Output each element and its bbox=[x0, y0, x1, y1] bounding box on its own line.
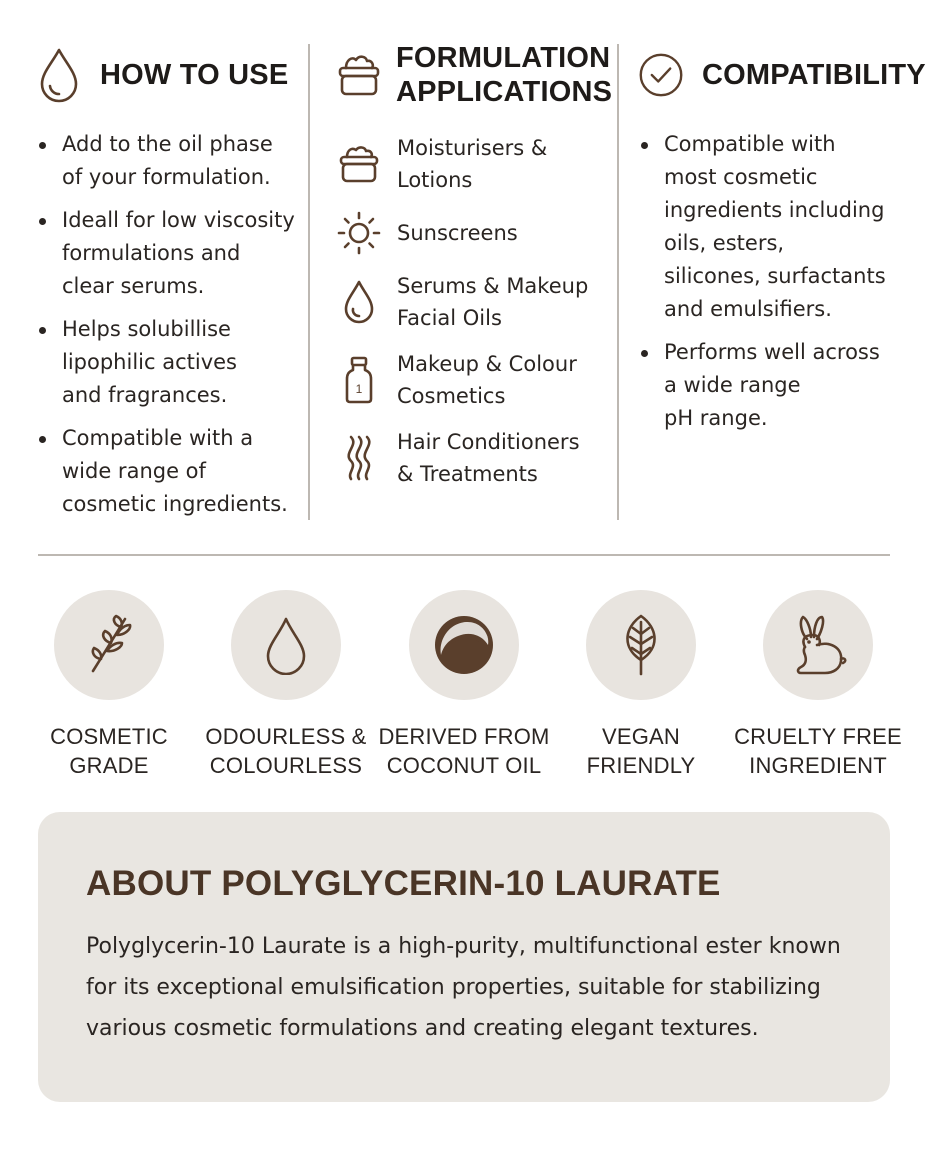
list-item: Helps solubillise lipophilic actives and fragrances. bbox=[36, 313, 298, 412]
formulation-applications-title: FORMULATION APPLICATIONS bbox=[396, 42, 613, 108]
badge-cruelty-free: CRUELTY FREE INGREDIENT bbox=[728, 590, 908, 780]
rabbit-icon bbox=[787, 613, 849, 677]
list-item: Ideall for low viscosity formulations and clear serums. bbox=[36, 204, 298, 303]
how-to-use-title: HOW TO USE bbox=[100, 59, 289, 91]
badge-cosmetic-grade: COSMETIC GRADE bbox=[19, 590, 199, 780]
hair-icon bbox=[336, 433, 382, 483]
oil-drop-icon bbox=[336, 279, 382, 325]
list-item: Performs well across a wide range pH range. bbox=[638, 336, 908, 435]
leaf-icon bbox=[616, 612, 666, 678]
how-to-use-list bbox=[36, 128, 298, 521]
sun-icon bbox=[336, 210, 382, 256]
svg-text:1: 1 bbox=[355, 382, 363, 396]
applications-list bbox=[336, 132, 598, 490]
application-serums: Serums & Makeup Facial Oils bbox=[336, 270, 598, 334]
about-description: Polyglycerin-10 Laurate is a high-purity, multifunctional ester known for its exceptional emulsification properties, suitable for stabilizing various cosmetic formulations and creating elegant textures. bbox=[86, 934, 841, 1041]
water-drop-icon bbox=[36, 47, 82, 103]
application-hair: Hair Conditioners & Treatments bbox=[336, 426, 598, 490]
application-makeup: 1 Makeup & Colour Cosmetics bbox=[336, 348, 598, 412]
drop-icon bbox=[263, 615, 309, 675]
how-to-use-section bbox=[36, 40, 298, 531]
cream-jar-icon bbox=[336, 47, 382, 103]
list-item: Compatible with a wide range of cosmetic ingredients. bbox=[36, 422, 298, 521]
leaf-branch-icon bbox=[81, 613, 137, 677]
section-divider bbox=[38, 554, 890, 556]
compatibility-list bbox=[638, 128, 908, 435]
bottle-icon bbox=[336, 355, 382, 405]
feature-badges bbox=[0, 590, 928, 780]
list-item: Add to the oil phase of your formulation. bbox=[36, 128, 298, 194]
cream-jar-icon bbox=[336, 143, 382, 185]
badge-odourless: ODOURLESS & COLOURLESS bbox=[196, 590, 376, 780]
about-title: ABOUT POLYGLYCERIN-10 LAURATE bbox=[86, 864, 721, 903]
badge-vegan: VEGAN FRIENDLY bbox=[551, 590, 731, 780]
coconut-icon bbox=[432, 613, 496, 677]
application-sunscreens: Sunscreens bbox=[336, 210, 598, 256]
compatibility-header bbox=[638, 40, 926, 110]
column-divider bbox=[617, 44, 619, 520]
formulation-applications-section bbox=[336, 40, 613, 504]
compatibility-title: COMPATIBILITY bbox=[702, 59, 926, 91]
column-divider bbox=[308, 44, 310, 520]
check-circle-icon bbox=[638, 47, 684, 103]
application-moisturisers: Moisturisers & Lotions bbox=[336, 132, 598, 196]
how-to-use-header bbox=[36, 40, 298, 110]
list-item: Compatible with most cosmetic ingredients including oils, esters, silicones, surfactants and emulsifiers. bbox=[638, 128, 908, 326]
about-panel bbox=[38, 812, 890, 1102]
compatibility-section bbox=[638, 40, 926, 445]
formulation-applications-header bbox=[336, 40, 613, 110]
badge-coconut: DERIVED FROM COCONUT OIL bbox=[374, 590, 554, 780]
